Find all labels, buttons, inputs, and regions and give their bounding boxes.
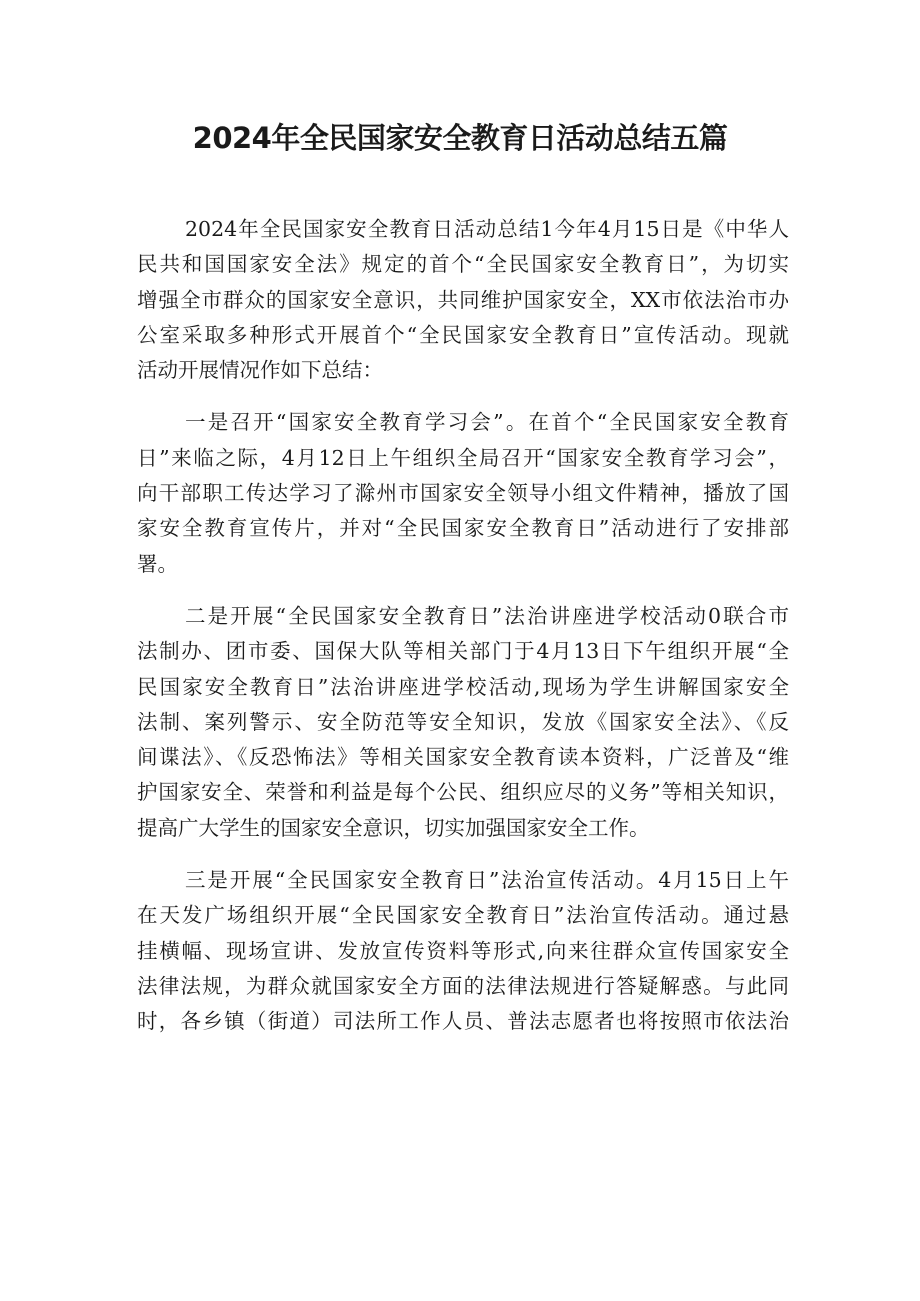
text-line: 法律法规，为群众就国家安全方面的法律法规进行答疑解惑。与此同 [137,973,789,998]
text-line: 时，各乡镇（街道）司法所工作人员、普法志愿者也将按照市依法治 [137,1009,789,1034]
text-line: 间谍法》、《反恐怖法》等相关国家安全教育读本资料，广泛普及“维 [137,745,789,770]
paragraph-1 [137,212,789,388]
text-line: 增强全市群众的国家安全意识，共同维护国家安全，XX市依法治市办 [137,287,789,312]
text-line: 公室采取多种形式开展首个“全民国家安全教育日”宣传活动。现就 [137,322,789,347]
text-line: 活动开展情况作如下总结： [137,358,383,383]
text-line: 署。 [137,551,178,576]
text-line: 民国家安全教育日”法治讲座进学校活动,现场为学生讲解国家安全 [137,674,789,699]
text-line: 日”来临之际，4月12日上午组织全局召开“国家安全教育学习会”， [137,445,789,470]
document-body [137,212,789,1057]
document-title: 2024年全民国家安全教育日活动总结五篇 [192,121,728,155]
text-line: 法制办、团市委、国保大队等相关部门于4月13日下午组织开展“全 [137,639,789,664]
paragraph-4 [137,863,789,1039]
text-line: 提高广大学生的国家安全意识，切实加强国家安全工作。 [137,815,650,840]
paragraph-3 [137,599,789,846]
text-line: 护国家安全、荣誉和利益是每个公民、组织应尽的义务”等相关知识， [137,780,789,805]
text-line: 挂横幅、现场宣讲、发放宣传资料等形式,向来往群众宣传国家安全 [137,938,789,963]
text-line: 二是开展“全民国家安全教育日”法治讲座进学校活动0联合市 [185,603,789,628]
text-line: 三是开展“全民国家安全教育日”法治宣传活动。4月15日上午 [185,868,789,893]
text-line: 家安全教育宣传片，并对“全民国家安全教育日”活动进行了安排部 [137,516,789,541]
text-line: 法制、案列警示、安全防范等安全知识，发放《国家安全法》、《反 [137,709,789,734]
text-line: 在天发广场组织开展“全民国家安全教育日”法治宣传活动。通过悬 [137,903,789,928]
text-line: 民共和国国家安全法》规定的首个“全民国家安全教育日”，为切实 [137,252,789,277]
text-line: 一是召开“国家安全教育学习会”。在首个“全民国家安全教育 [185,410,789,435]
text-line: 向干部职工传达学习了滁州市国家安全领导小组文件精神，播放了国 [137,481,789,506]
paragraph-2 [137,405,789,581]
text-line: 2024年全民国家安全教育日活动总结1今年4月15日是《中华人 [185,217,789,241]
